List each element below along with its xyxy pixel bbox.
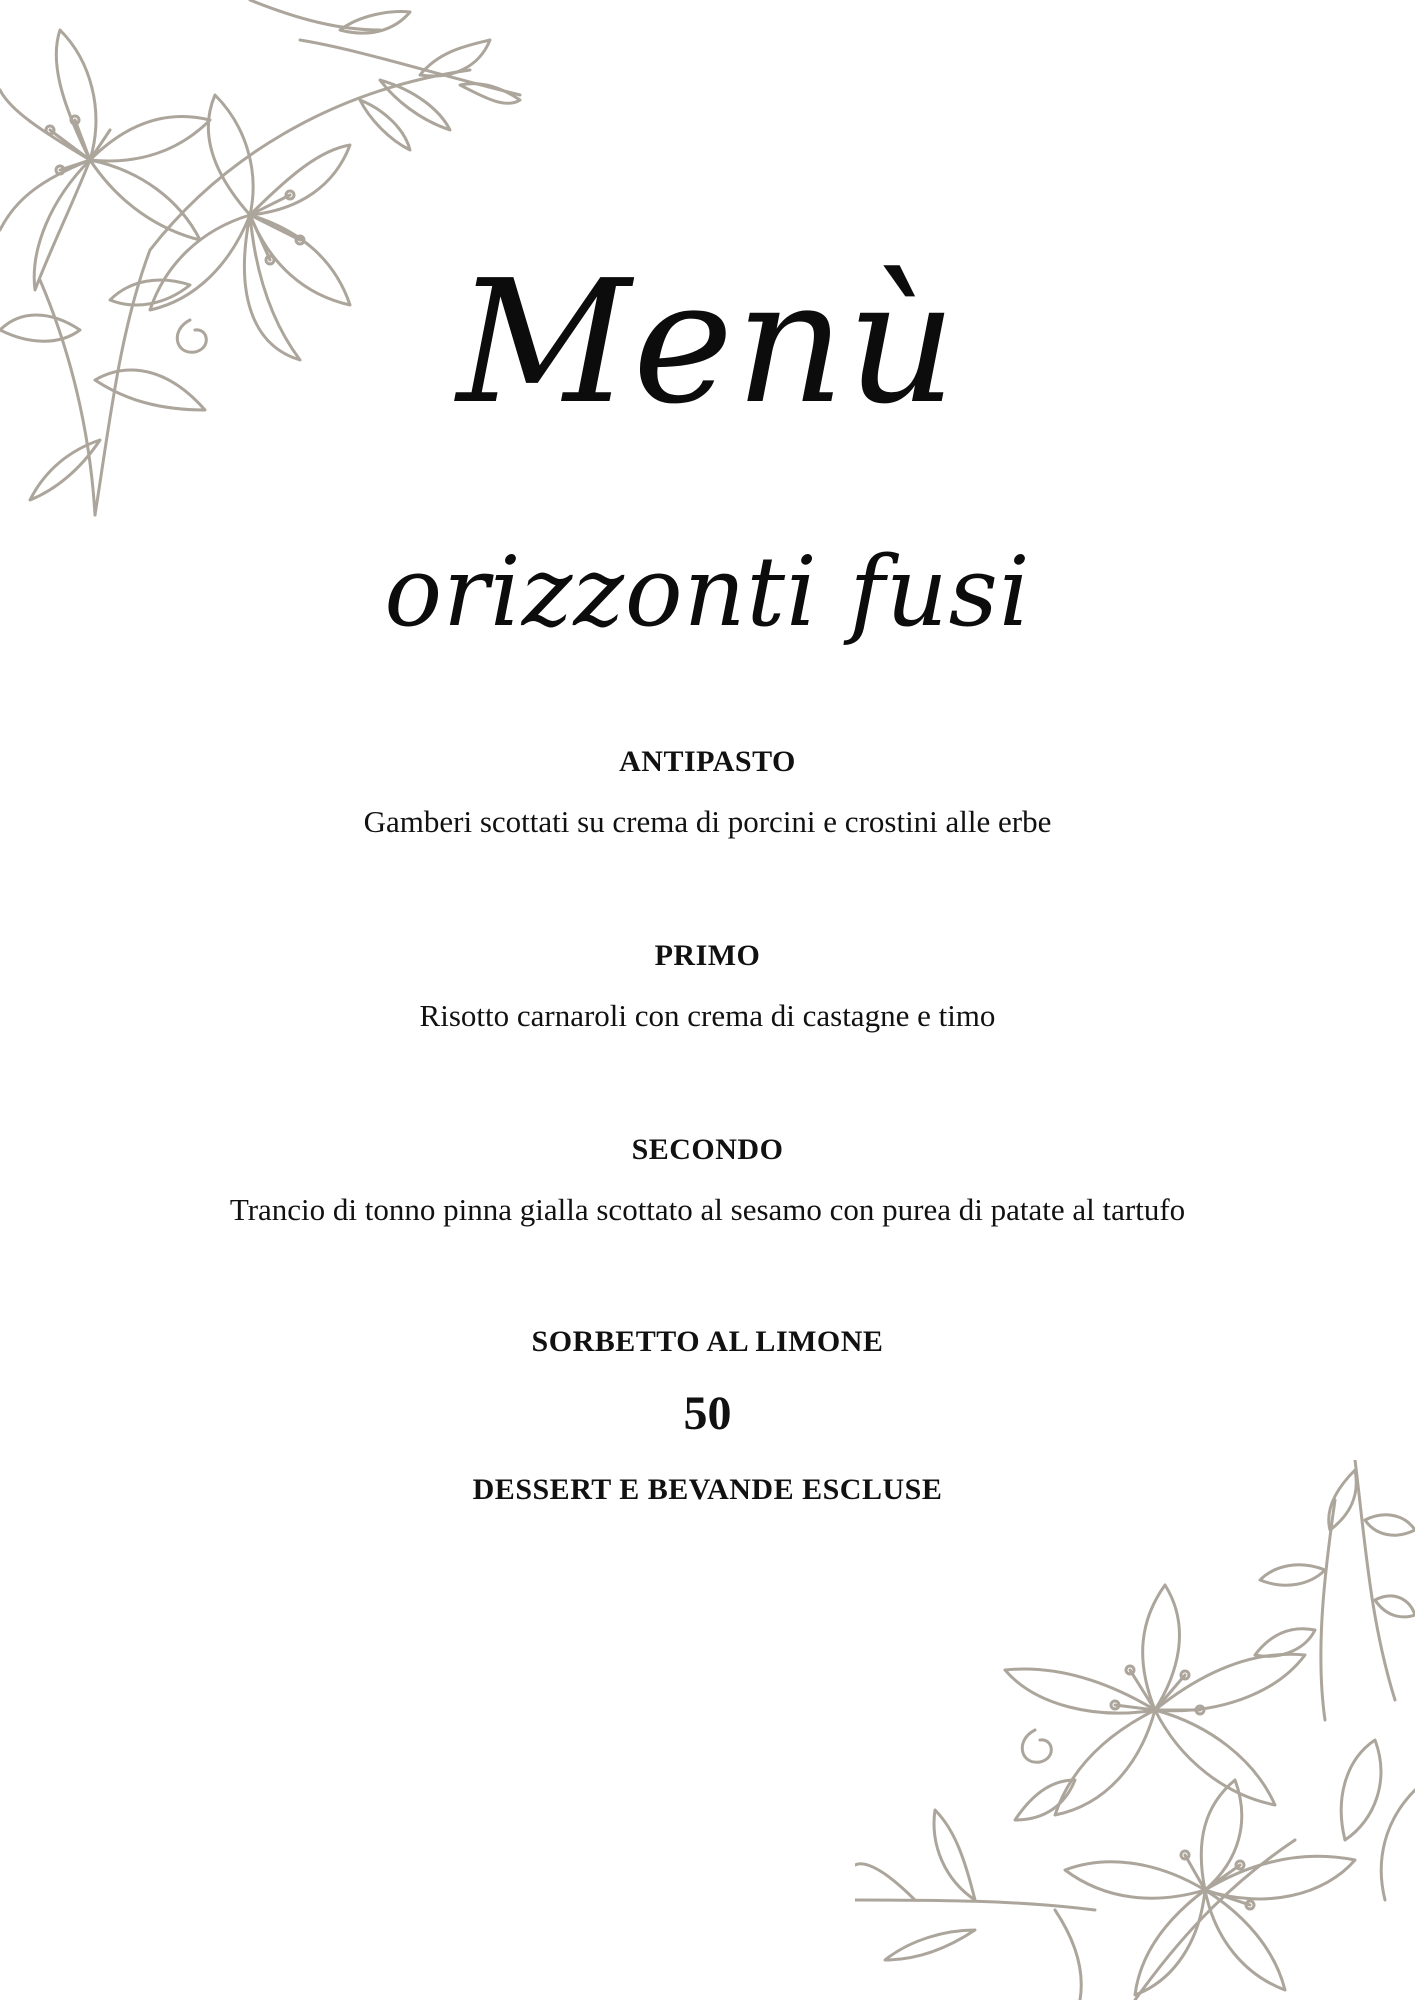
- course-dish: Trancio di tonno pinna gialla scottato al sesamo con purea di patate al tartufo: [229, 1192, 1186, 1227]
- course-secondo: [0, 1128, 1415, 1232]
- course-heading: SECONDO: [631, 1133, 784, 1166]
- price: 50: [683, 1387, 732, 1440]
- course-primo: [0, 934, 1415, 1038]
- lily-illustration-bottom-right: [855, 1460, 1415, 2000]
- menu-title: Menù: [456, 244, 959, 442]
- sorbet-heading: SORBETTO AL LIMONE: [531, 1325, 884, 1358]
- closing-block: [0, 1320, 1415, 1512]
- exclusions-note: DESSERT E BEVANDE ESCLUSE: [472, 1473, 943, 1506]
- course-heading: ANTIPASTO: [619, 745, 796, 778]
- course-dish: Risotto carnaroli con crema di castagne e timo: [419, 998, 996, 1033]
- menu-courses: [0, 740, 1415, 1512]
- course-heading: PRIMO: [654, 939, 761, 972]
- course-antipasto: [0, 740, 1415, 844]
- menu-subtitle: orizzonti fusi: [384, 536, 1031, 648]
- course-dish: Gamberi scottati su crema di porcini e crostini alle erbe: [363, 804, 1052, 839]
